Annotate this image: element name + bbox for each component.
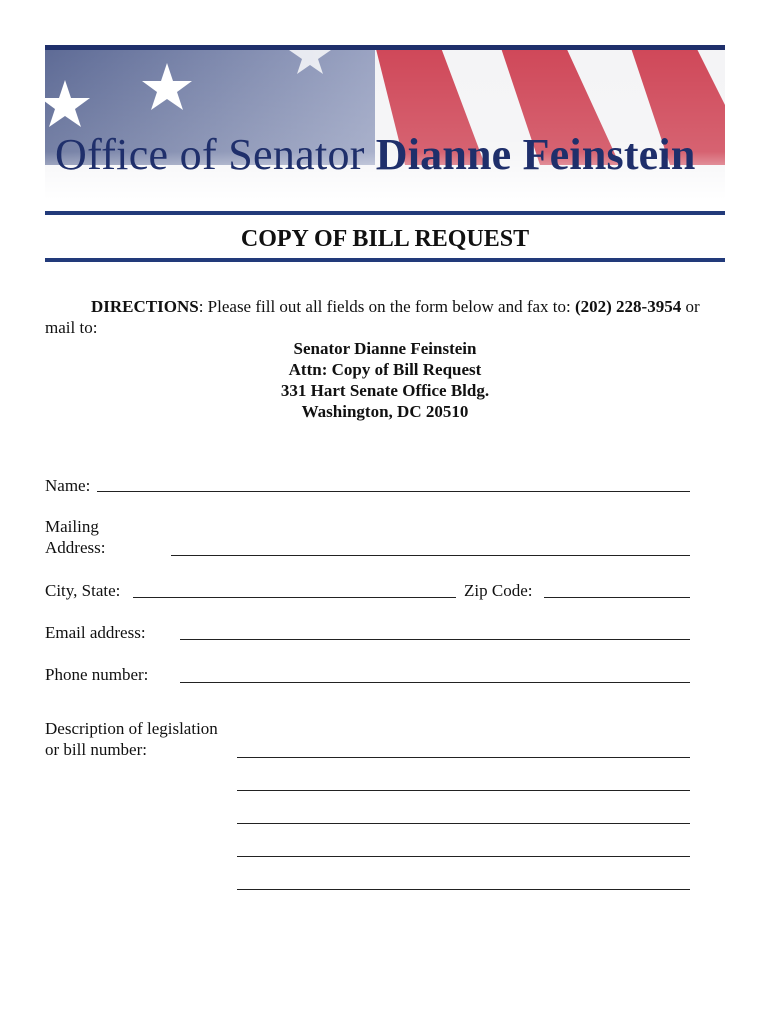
description-line-1[interactable] bbox=[237, 757, 690, 758]
office-prefix: Office of Senator bbox=[55, 130, 365, 179]
office-title bbox=[55, 130, 696, 179]
address-line: Washington, DC 20510 bbox=[301, 402, 469, 421]
mailing-label-1: Mailing bbox=[45, 517, 99, 536]
phone-field[interactable] bbox=[180, 682, 690, 683]
address-line: Attn: Copy of Bill Request bbox=[288, 360, 482, 379]
phone-label: Phone number: bbox=[45, 665, 149, 684]
zip-field[interactable] bbox=[544, 597, 690, 598]
directions-label: DIRECTIONS bbox=[91, 297, 199, 316]
email-label: Email address: bbox=[45, 623, 146, 642]
description-line-4[interactable] bbox=[237, 856, 690, 857]
directions-text bbox=[45, 296, 725, 338]
description-line-5[interactable] bbox=[237, 889, 690, 890]
header-rule-top bbox=[45, 211, 725, 215]
city-state-label: City, State: bbox=[45, 581, 121, 600]
directions-tail: or mail to: bbox=[45, 297, 700, 337]
city-state-field[interactable] bbox=[133, 597, 456, 598]
mail-address-block bbox=[45, 338, 725, 422]
email-field[interactable] bbox=[180, 639, 690, 640]
description-line-3[interactable] bbox=[237, 823, 690, 824]
mailing-label-2: Address: bbox=[45, 538, 106, 557]
name-field[interactable] bbox=[97, 491, 690, 492]
page-title: COPY OF BILL REQUEST bbox=[240, 226, 530, 252]
name-label: Name: bbox=[45, 476, 91, 495]
mailing-address-field[interactable] bbox=[171, 555, 690, 556]
address-line: Senator Dianne Feinstein bbox=[293, 339, 477, 358]
fax-number: (202) 228-3954 bbox=[574, 297, 682, 316]
header-rule-bottom bbox=[45, 258, 725, 262]
description-label-1: Description of legislation bbox=[45, 719, 218, 738]
senator-name: Dianne Feinstein bbox=[375, 130, 696, 179]
address-line: 331 Hart Senate Office Bldg. bbox=[280, 381, 490, 400]
directions-body: : Please fill out all fields on the form below and fax to: bbox=[198, 297, 575, 316]
description-label-2: or bill number: bbox=[45, 740, 147, 759]
zip-label: Zip Code: bbox=[464, 581, 533, 600]
header-banner bbox=[45, 45, 725, 217]
description-line-2[interactable] bbox=[237, 790, 690, 791]
